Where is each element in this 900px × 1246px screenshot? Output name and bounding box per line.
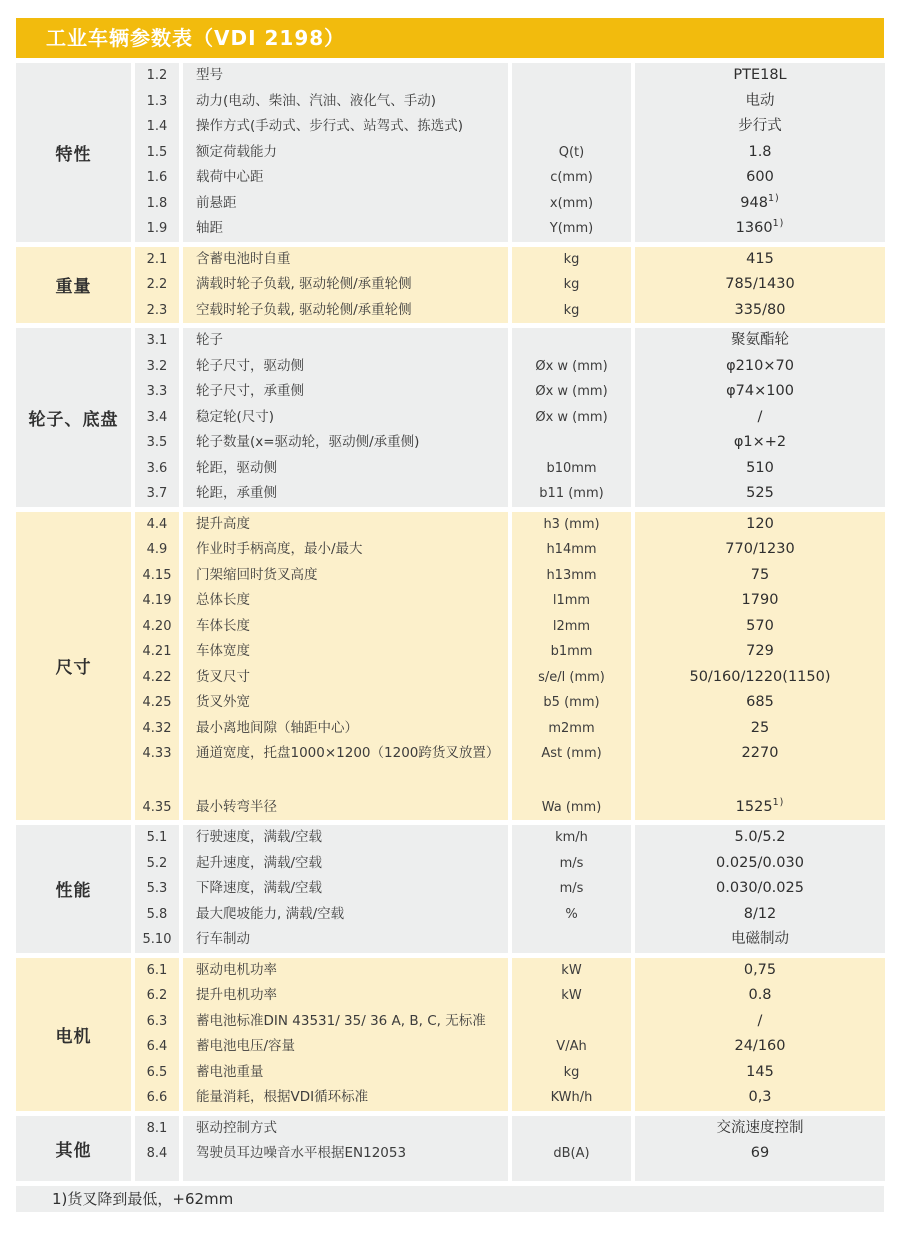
value-cell: 525 — [635, 481, 885, 507]
unit-cell: b1mm — [512, 639, 631, 665]
unit-cell: l2mm — [512, 614, 631, 640]
row-index-cell: 1.8 — [135, 191, 179, 217]
unit-cell — [512, 1009, 631, 1035]
unit-cell — [512, 89, 631, 115]
param-name-cell: 起升速度，满载/空载 — [183, 851, 508, 877]
param-name-cell: 轮子尺寸，承重侧 — [183, 379, 508, 405]
unit-cell: Wa (mm) — [512, 795, 631, 821]
spec-section — [16, 247, 884, 324]
param-name-cell: 货叉尺寸 — [183, 665, 508, 691]
section-label: 电机 — [16, 958, 131, 1111]
param-name-cell: 最小转弯半径 — [183, 795, 508, 821]
unit-cell: h3 (mm) — [512, 512, 631, 538]
value-cell: 0,75 — [635, 958, 885, 984]
unit-cell: b5 (mm) — [512, 690, 631, 716]
param-name-cell: 门架缩回时货叉高度 — [183, 563, 508, 589]
spec-table — [16, 63, 884, 1181]
param-name-cell: 提升高度 — [183, 512, 508, 538]
param-name-cell: 额定荷载能力 — [183, 140, 508, 166]
unit-cell: Øx w (mm) — [512, 354, 631, 380]
row-index-cell: 6.1 — [135, 958, 179, 984]
spec-section — [16, 512, 884, 821]
spec-section — [16, 1116, 884, 1181]
param-name-cell: 车体长度 — [183, 614, 508, 640]
spacer-cell — [635, 767, 885, 795]
param-name-cell: 满载时轮子负载, 驱动轮侧/承重轮侧 — [183, 272, 508, 298]
value-cell: 1.8 — [635, 140, 885, 166]
spacer-cell — [635, 1167, 885, 1181]
value-cell: PTE18L — [635, 63, 885, 89]
row-index-cell: 5.3 — [135, 876, 179, 902]
row-index-cell: 1.2 — [135, 63, 179, 89]
value-cell: 5.0/5.2 — [635, 825, 885, 851]
row-index-cell: 1.9 — [135, 216, 179, 242]
param-name-cell: 前悬距 — [183, 191, 508, 217]
value-cell: 2270 — [635, 741, 885, 767]
row-index-cell: 3.3 — [135, 379, 179, 405]
param-name-cell: 空载时轮子负载, 驱动轮侧/承重轮侧 — [183, 298, 508, 324]
value-cell: / — [635, 405, 885, 431]
spec-section — [16, 958, 884, 1111]
value-cell: 0.030/0.025 — [635, 876, 885, 902]
unit-cell: KWh/h — [512, 1085, 631, 1111]
value-cell: 50/160/1220(1150) — [635, 665, 885, 691]
row-index-cell: 5.8 — [135, 902, 179, 928]
param-name-cell: 轮子 — [183, 328, 508, 354]
param-name-cell: 行驶速度，满载/空载 — [183, 825, 508, 851]
value-cell: 步行式 — [635, 114, 885, 140]
row-index-cell: 5.10 — [135, 927, 179, 953]
value-cell: 729 — [635, 639, 885, 665]
row-index-cell: 2.2 — [135, 272, 179, 298]
unit-cell: Q(t) — [512, 140, 631, 166]
param-name-cell: 轮子尺寸，驱动侧 — [183, 354, 508, 380]
row-index-cell: 4.19 — [135, 588, 179, 614]
footnote-ref: 1) — [772, 796, 785, 808]
row-index-cell: 4.35 — [135, 795, 179, 821]
value-cell: 0.025/0.030 — [635, 851, 885, 877]
row-index-cell: 4.20 — [135, 614, 179, 640]
row-index-cell: 3.5 — [135, 430, 179, 456]
unit-cell: kW — [512, 958, 631, 984]
section-label: 重量 — [16, 247, 131, 324]
row-index-cell: 2.1 — [135, 247, 179, 273]
param-name-cell: 稳定轮(尺寸) — [183, 405, 508, 431]
param-name-cell: 最小离地间隙（轴距中心） — [183, 716, 508, 742]
row-index-cell: 3.6 — [135, 456, 179, 482]
param-name-cell: 能量消耗，根据VDI循环标准 — [183, 1085, 508, 1111]
param-name-cell: 轮距，驱动侧 — [183, 456, 508, 482]
param-name-cell: 轮距，承重侧 — [183, 481, 508, 507]
spec-sheet — [16, 18, 884, 1212]
value-cell: / — [635, 1009, 885, 1035]
param-name-cell: 蓄电池重量 — [183, 1060, 508, 1086]
row-index-cell: 5.1 — [135, 825, 179, 851]
footnote-ref: 1) — [772, 218, 785, 230]
spec-section — [16, 825, 884, 953]
unit-cell: x(mm) — [512, 191, 631, 217]
unit-cell: V/Ah — [512, 1034, 631, 1060]
row-index-cell: 4.25 — [135, 690, 179, 716]
value-cell: 510 — [635, 456, 885, 482]
row-index-cell: 1.6 — [135, 165, 179, 191]
row-index-cell: 1.3 — [135, 89, 179, 115]
unit-cell — [512, 1116, 631, 1142]
param-name-cell: 提升电机功率 — [183, 983, 508, 1009]
row-index-cell: 4.15 — [135, 563, 179, 589]
row-index-cell: 6.3 — [135, 1009, 179, 1035]
value-cell: 0,3 — [635, 1085, 885, 1111]
unit-cell: Øx w (mm) — [512, 379, 631, 405]
param-name-cell: 行车制动 — [183, 927, 508, 953]
value-cell: 685 — [635, 690, 885, 716]
spacer-cell — [183, 1167, 508, 1181]
unit-cell: s/e/l (mm) — [512, 665, 631, 691]
row-index-cell: 6.6 — [135, 1085, 179, 1111]
value-cell: 电动 — [635, 89, 885, 115]
value-cell: φ210×70 — [635, 354, 885, 380]
value-cell: 8/12 — [635, 902, 885, 928]
unit-cell: dB(A) — [512, 1141, 631, 1167]
unit-cell: l1mm — [512, 588, 631, 614]
row-index-cell: 4.32 — [135, 716, 179, 742]
unit-cell: kg — [512, 298, 631, 324]
param-name-cell: 货叉外宽 — [183, 690, 508, 716]
unit-cell — [512, 430, 631, 456]
value-cell: 570 — [635, 614, 885, 640]
value-cell: 69 — [635, 1141, 885, 1167]
unit-cell: km/h — [512, 825, 631, 851]
value-cell: 交流速度控制 — [635, 1116, 885, 1142]
param-name-cell: 驱动控制方式 — [183, 1116, 508, 1142]
unit-cell: Y(mm) — [512, 216, 631, 242]
row-index-cell: 1.5 — [135, 140, 179, 166]
spec-section — [16, 328, 884, 507]
value-cell: 0.8 — [635, 983, 885, 1009]
unit-cell: Øx w (mm) — [512, 405, 631, 431]
row-index-cell: 4.9 — [135, 537, 179, 563]
param-name-cell: 动力(电动、柴油、汽油、液化气、手动) — [183, 89, 508, 115]
unit-cell: % — [512, 902, 631, 928]
unit-cell: m/s — [512, 851, 631, 877]
unit-cell: c(mm) — [512, 165, 631, 191]
value-cell: 335/80 — [635, 298, 885, 324]
unit-cell: h13mm — [512, 563, 631, 589]
unit-cell — [512, 114, 631, 140]
param-name-cell: 下降速度，满载/空载 — [183, 876, 508, 902]
value-cell: 600 — [635, 165, 885, 191]
row-index-cell: 3.7 — [135, 481, 179, 507]
param-name-cell: 含蓄电池时自重 — [183, 247, 508, 273]
unit-cell: kg — [512, 1060, 631, 1086]
row-index-cell: 4.21 — [135, 639, 179, 665]
param-name-cell: 载荷中心距 — [183, 165, 508, 191]
unit-cell: kg — [512, 247, 631, 273]
param-name-cell: 车体宽度 — [183, 639, 508, 665]
row-index-cell: 1.4 — [135, 114, 179, 140]
value-cell: 电磁制动 — [635, 927, 885, 953]
param-name-cell: 最大爬坡能力, 满载/空载 — [183, 902, 508, 928]
param-name-cell: 型号 — [183, 63, 508, 89]
value-cell: 75 — [635, 563, 885, 589]
row-index-cell: 2.3 — [135, 298, 179, 324]
param-name-cell: 操作方式(手动式、步行式、站驾式、拣选式) — [183, 114, 508, 140]
spacer-cell — [183, 767, 508, 795]
row-index-cell: 3.4 — [135, 405, 179, 431]
param-name-cell: 蓄电池标准DIN 43531/ 35/ 36 A, B, C, 无标准 — [183, 1009, 508, 1035]
param-name-cell: 驱动电机功率 — [183, 958, 508, 984]
unit-cell: kg — [512, 272, 631, 298]
param-name-cell: 总体长度 — [183, 588, 508, 614]
value-cell: 785/1430 — [635, 272, 885, 298]
row-index-cell: 3.1 — [135, 328, 179, 354]
row-index-cell: 6.4 — [135, 1034, 179, 1060]
footnote: 1)货叉降到最低，+62mm — [16, 1186, 884, 1212]
value-cell: φ1×+2 — [635, 430, 885, 456]
row-index-cell: 8.1 — [135, 1116, 179, 1142]
unit-cell: b11 (mm) — [512, 481, 631, 507]
footnote-ref: 1) — [767, 192, 780, 204]
unit-cell — [512, 927, 631, 953]
param-name-cell: 驾驶员耳边噪音水平根据EN12053 — [183, 1141, 508, 1167]
param-name-cell: 通道宽度，托盘1000×1200（1200跨货叉放置） — [183, 741, 508, 767]
spacer-cell — [512, 767, 631, 795]
param-name-cell: 作业时手柄高度，最小/最大 — [183, 537, 508, 563]
unit-cell — [512, 63, 631, 89]
section-label: 其他 — [16, 1116, 131, 1181]
unit-cell: b10mm — [512, 456, 631, 482]
spec-section — [16, 63, 884, 242]
value-cell: 1525$^{1)}$ — [635, 795, 885, 821]
value-cell: 948$^{1)}$ — [635, 191, 885, 217]
value-cell: 25 — [635, 716, 885, 742]
section-label: 尺寸 — [16, 512, 131, 821]
value-cell: 聚氨酯轮 — [635, 328, 885, 354]
row-index-cell: 6.5 — [135, 1060, 179, 1086]
value-cell: 415 — [635, 247, 885, 273]
unit-cell: m2mm — [512, 716, 631, 742]
section-label: 特性 — [16, 63, 131, 242]
value-cell: 24/160 — [635, 1034, 885, 1060]
page-title: 工业车辆参数表（VDI 2198） — [16, 18, 884, 58]
unit-cell: kW — [512, 983, 631, 1009]
unit-cell: h14mm — [512, 537, 631, 563]
unit-cell — [512, 328, 631, 354]
row-index-cell: 4.33 — [135, 741, 179, 767]
value-cell: 120 — [635, 512, 885, 538]
section-label: 轮子、底盘 — [16, 328, 131, 507]
spacer-cell — [512, 1167, 631, 1181]
section-label: 性能 — [16, 825, 131, 953]
param-name-cell: 轴距 — [183, 216, 508, 242]
unit-cell: m/s — [512, 876, 631, 902]
row-index-cell: 8.4 — [135, 1141, 179, 1167]
row-index-cell: 4.4 — [135, 512, 179, 538]
value-cell: 770/1230 — [635, 537, 885, 563]
value-cell: φ74×100 — [635, 379, 885, 405]
param-name-cell: 蓄电池电压/容量 — [183, 1034, 508, 1060]
row-index-cell: 5.2 — [135, 851, 179, 877]
value-cell: 1790 — [635, 588, 885, 614]
unit-cell: Ast (mm) — [512, 741, 631, 767]
value-cell: 145 — [635, 1060, 885, 1086]
param-name-cell: 轮子数量(x=驱动轮，驱动侧/承重侧) — [183, 430, 508, 456]
row-index-cell: 6.2 — [135, 983, 179, 1009]
spacer-cell — [135, 767, 179, 795]
row-index-cell: 3.2 — [135, 354, 179, 380]
row-index-cell: 4.22 — [135, 665, 179, 691]
value-cell: 1360$^{1)}$ — [635, 216, 885, 242]
spacer-cell — [135, 1167, 179, 1181]
